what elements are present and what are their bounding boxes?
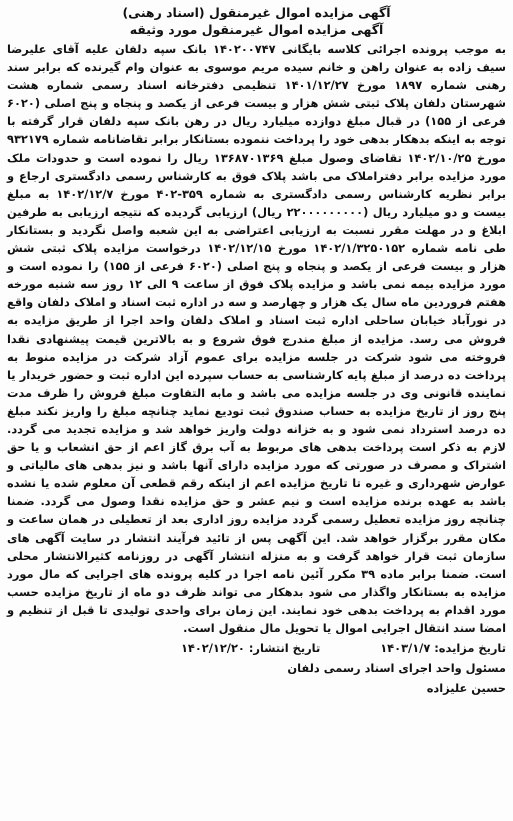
auction-date: تاریخ مزایده: ۱۴۰۳/۱/۷ (380, 641, 506, 656)
signer-title: مسئول واحد اجرای اسناد رسمی دلفان (287, 661, 506, 676)
publish-date: تاریخ انتشار: ۱۴۰۲/۱۲/۲۰ (180, 641, 321, 656)
notice-title: آگهی مزایده اموال غیرمنقول (اسناد رهنی) (122, 5, 391, 20)
dates-row (7, 639, 506, 657)
notice-subtitle: آگهی مزایده اموال غیرمنقول مورد وثیقه (129, 22, 384, 37)
signer-name: حسین علیزاده (426, 681, 506, 696)
notice-body: به موجب پرونده اجرائی کلاسه بایگانی ۱۴۰۲۰۰۷۴۷ بانک سپه دلفان علیه آقای علیرضا سیف زاده به عنوان راهن و خانم سیده مریم موسوی به عنوان وام گیرنده که برابر سند رهنی شماره ۱۸۹۷ مورخ ۱۴۰۱/۱۲/۲۷ تنظیمی دفترخانه اسناد رسمی شماره هشت شهرستان دلفان پلاک ثبتی شش هزار و بیست فرعی از یکصد و پنجاه و پنج اصلی (۶۰۲۰ فرعی از ۱۵۵) در قبال مبلغ دوازده میلیارد ریال در رهن بانک سپه دلفان قرار گرفته با توجه به اینکه بدهکار بدهی خود را پرداخت ننموده بستانکار برابر تقاضانامه شماره ۹۳۲۱۷۹ مورخ ۱۴۰۲/۱۰/۲۵ تقاضای وصول مبلغ ۱۳۶۸۷۰۱۳۶۹ ریال را نموده است و حدودات ملک مورد مزایده برابر دفتراملاک می باشد پلاک فوق به کارشناس رسمی دادگستری ارجاع و برابر نظریه کارشناس رسمی دادگستری به شماره ۳۵۹-۴۰۲ مورخ ۱۴۰۲/۱۲/۷ به مبلغ بیست و دو میلیارد ریال (۲۲۰۰۰۰۰۰۰۰۰ ریال) ارزیابی گردیده که نتیجه ارزیابی به طرفین ابلاغ و در مهلت مقرر نسبت به ارزیابی اعتراضی به این شعبه واصل نگردید و بستانکار طی نامه شماره ۱۴۰۲/۱/۳۲۵۰۱۵۲ مورخ ۱۴۰۲/۱۲/۱۵ درخواست مزایده پلاک ثبتی شش هزار و بیست فرعی از یکصد و پنجاه و پنج اصلی (۶۰۲۰ فرعی از ۱۵۵) را نموده است و مورد مزایده بیمه نمی باشد و مزایده پلاک فوق از ساعت ۹ الی ۱۲ روز سه شنبه مورخه هفتم فروردین ماه سال یک هزار و چهارصد و سه در اداره ثبت اسناد و املاک دلفان واقع در نورآباد خیابان ساحلی اداره ثبت اسناد و املاک دلفان واحد اجرا از طریق مزایده به فروش می رسد. مزایده از مبلغ مندرج فوق شروع و به بالاترین قیمت پیشنهادی نقدا فروخته می شود شرکت در جلسه مزایده برای عموم آزاد شرکت در مزایده منوط به پرداخت ده درصد از مبلغ پایه کارشناسی به حساب سپرده این اداره ثبت و حضور خریدار یا نماینده قانونی وی در جلسه مزایده می باشد و مابه التفاوت مبلغ فروش را ظرف مدت پنج روز از تاریخ مزایده به حساب صندوق ثبت تودیع نماید چنانچه مبلغ را واریز نکند مبلغ ده درصد استرداد نمی شود و به خزانه دولت واریز خواهد شد و مزایده تجدید می گردد. لازم به ذکر است پرداخت بدهی های مربوط به آب برق گاز اعم از حق انشعاب و یا حق اشتراک و مصرف در صورتی که مورد مزایده دارای آنها باشد و نیز بدهی های مالیاتی و عوارض شهرداری و غیره تا تاریخ مزایده اعم از اینکه رقم قطعی آن معلوم شده یا نشده باشد به عهده برنده مزایده است و نیم عشر و حق مزایده نقدا وصول می گردد. ضمنا چنانچه روز مزایده تعطیل رسمی گردد مزایده روز اداری بعد از تعطیلی در همان ساعت و مکان مقرر برگزار خواهد شد. این آگهی پس از تائید فرآیند انتشار در سایت آگهی های سازمان ثبت قرار خواهد گرفت و به منزله انتشار آگهی در روزنامه کثیرالانتشار محلی است. ضمنا برابر ماده ۳۹ مکرر آئین نامه اجرا در کلیه پرونده های اجرایی که مال مورد مزایده به بستانکار واگذار می شود بدهکار می تواند ظرف دو ماه از تاریخ مزایده حسب مورد اقدام به پرداخت بدهی خود نمایند. این زمان برای واحدی تولیدی تا قبل از تنظیم و امضا سند انتقال اجرایی اموال یا تحویل مال منقول است. (7, 42, 506, 635)
